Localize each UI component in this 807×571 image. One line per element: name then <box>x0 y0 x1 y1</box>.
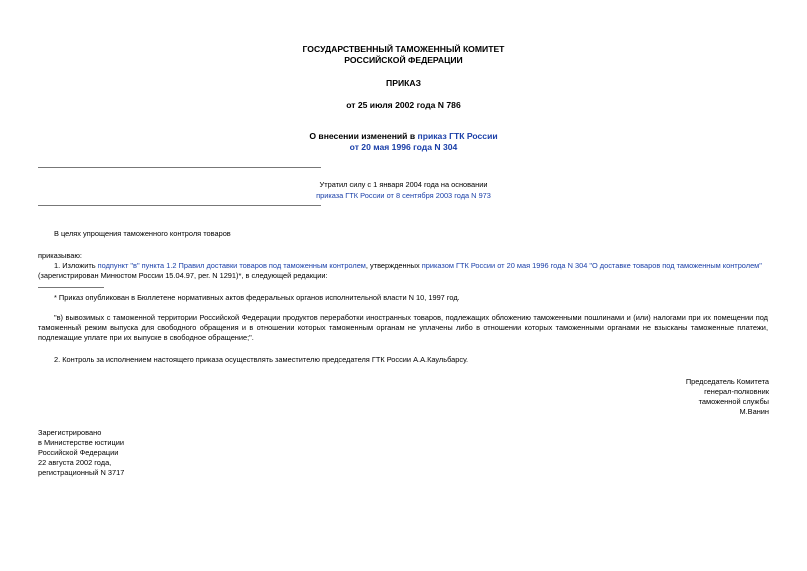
link-order-304-full[interactable]: приказом ГТК России от 20 мая 1996 года N 304 "О доставке товаров под таможенным контролем" <box>421 261 762 270</box>
registration-line1: Зарегистрировано <box>38 428 102 437</box>
item1-tail: (зарегистрирован Минюстом России 15.04.97, рег. N 1291)*, в следующей редакции: <box>38 271 328 280</box>
item-1 <box>38 261 768 271</box>
link-order-973[interactable]: приказа ГТК России от 8 сентября 2003 года N 973 <box>316 191 491 200</box>
registration-line2: в Министерстве юстиции <box>38 438 125 447</box>
item-2: 2. Контроль за исполнением настоящего приказа осуществлять заместителю председателя ГТК России А.А.Каульбарсу. <box>54 355 469 364</box>
link-rules-clause[interactable]: подпункт "в" пункта 1.2 Правил доставки товаров под таможенным контролем <box>97 261 366 270</box>
doc-subject-line1 <box>0 131 807 142</box>
status-line1: Утратил силу с 1 января 2004 года на основании <box>319 180 488 189</box>
link-order-304[interactable]: приказ ГТК России <box>417 131 498 141</box>
registration-line3: Российской Федерации <box>38 448 119 457</box>
divider-bottom <box>38 205 321 206</box>
signature-name: М.Ванин <box>739 407 769 416</box>
signature-line3: таможенной службы <box>698 397 769 406</box>
subject-prefix: О внесении изменений в <box>309 131 418 141</box>
doc-date-number: от 25 июля 2002 года N 786 <box>346 100 461 110</box>
org-name-line1: ГОСУДАРСТВЕННЫЙ ТАМОЖЕННЫЙ КОМИТЕТ <box>302 44 505 54</box>
doc-type: ПРИКАЗ <box>386 78 421 88</box>
signature-line1: Председатель Комитета <box>685 377 769 386</box>
doc-subject-line2 <box>0 142 807 153</box>
registration-date: 22 августа 2002 года, <box>38 458 112 467</box>
status-line2 <box>0 191 807 201</box>
purpose-text: В целях упрощения таможенного контроля товаров <box>54 229 231 238</box>
footnote-divider <box>38 287 104 288</box>
link-order-304-date[interactable]: от 20 мая 1996 года N 304 <box>349 142 458 152</box>
order-word: приказываю: <box>38 251 82 260</box>
item1-num: 1. Изложить <box>54 261 98 270</box>
registration-number: регистрационный N 3717 <box>38 468 125 477</box>
signature-line2: генерал-полковник <box>704 387 769 396</box>
item1-mid: , утвержденных <box>365 261 422 270</box>
quote-paragraph: "в) вывозимых с таможенной территории Российской Федерации продуктов переработки иностранных товаров, подлежащих обложению таможенными пошлинами и (или) налогами при их помещении под таможенный режим выпуска для свободного обращения и в отношении которых таможенным органам не уплачены либо в отношении которых таможенными органами не взысканы таможенные платежи, подлежащие уплате при их выпуске в свободное обращение;". <box>38 313 768 342</box>
org-name-line2: РОССИЙСКОЙ ФЕДЕРАЦИИ <box>344 55 463 65</box>
footnote: * Приказ опубликован в Бюллетене нормативных актов федеральных органов исполнительной власти N 10, 1997 год. <box>54 293 460 302</box>
divider-top <box>38 167 321 168</box>
